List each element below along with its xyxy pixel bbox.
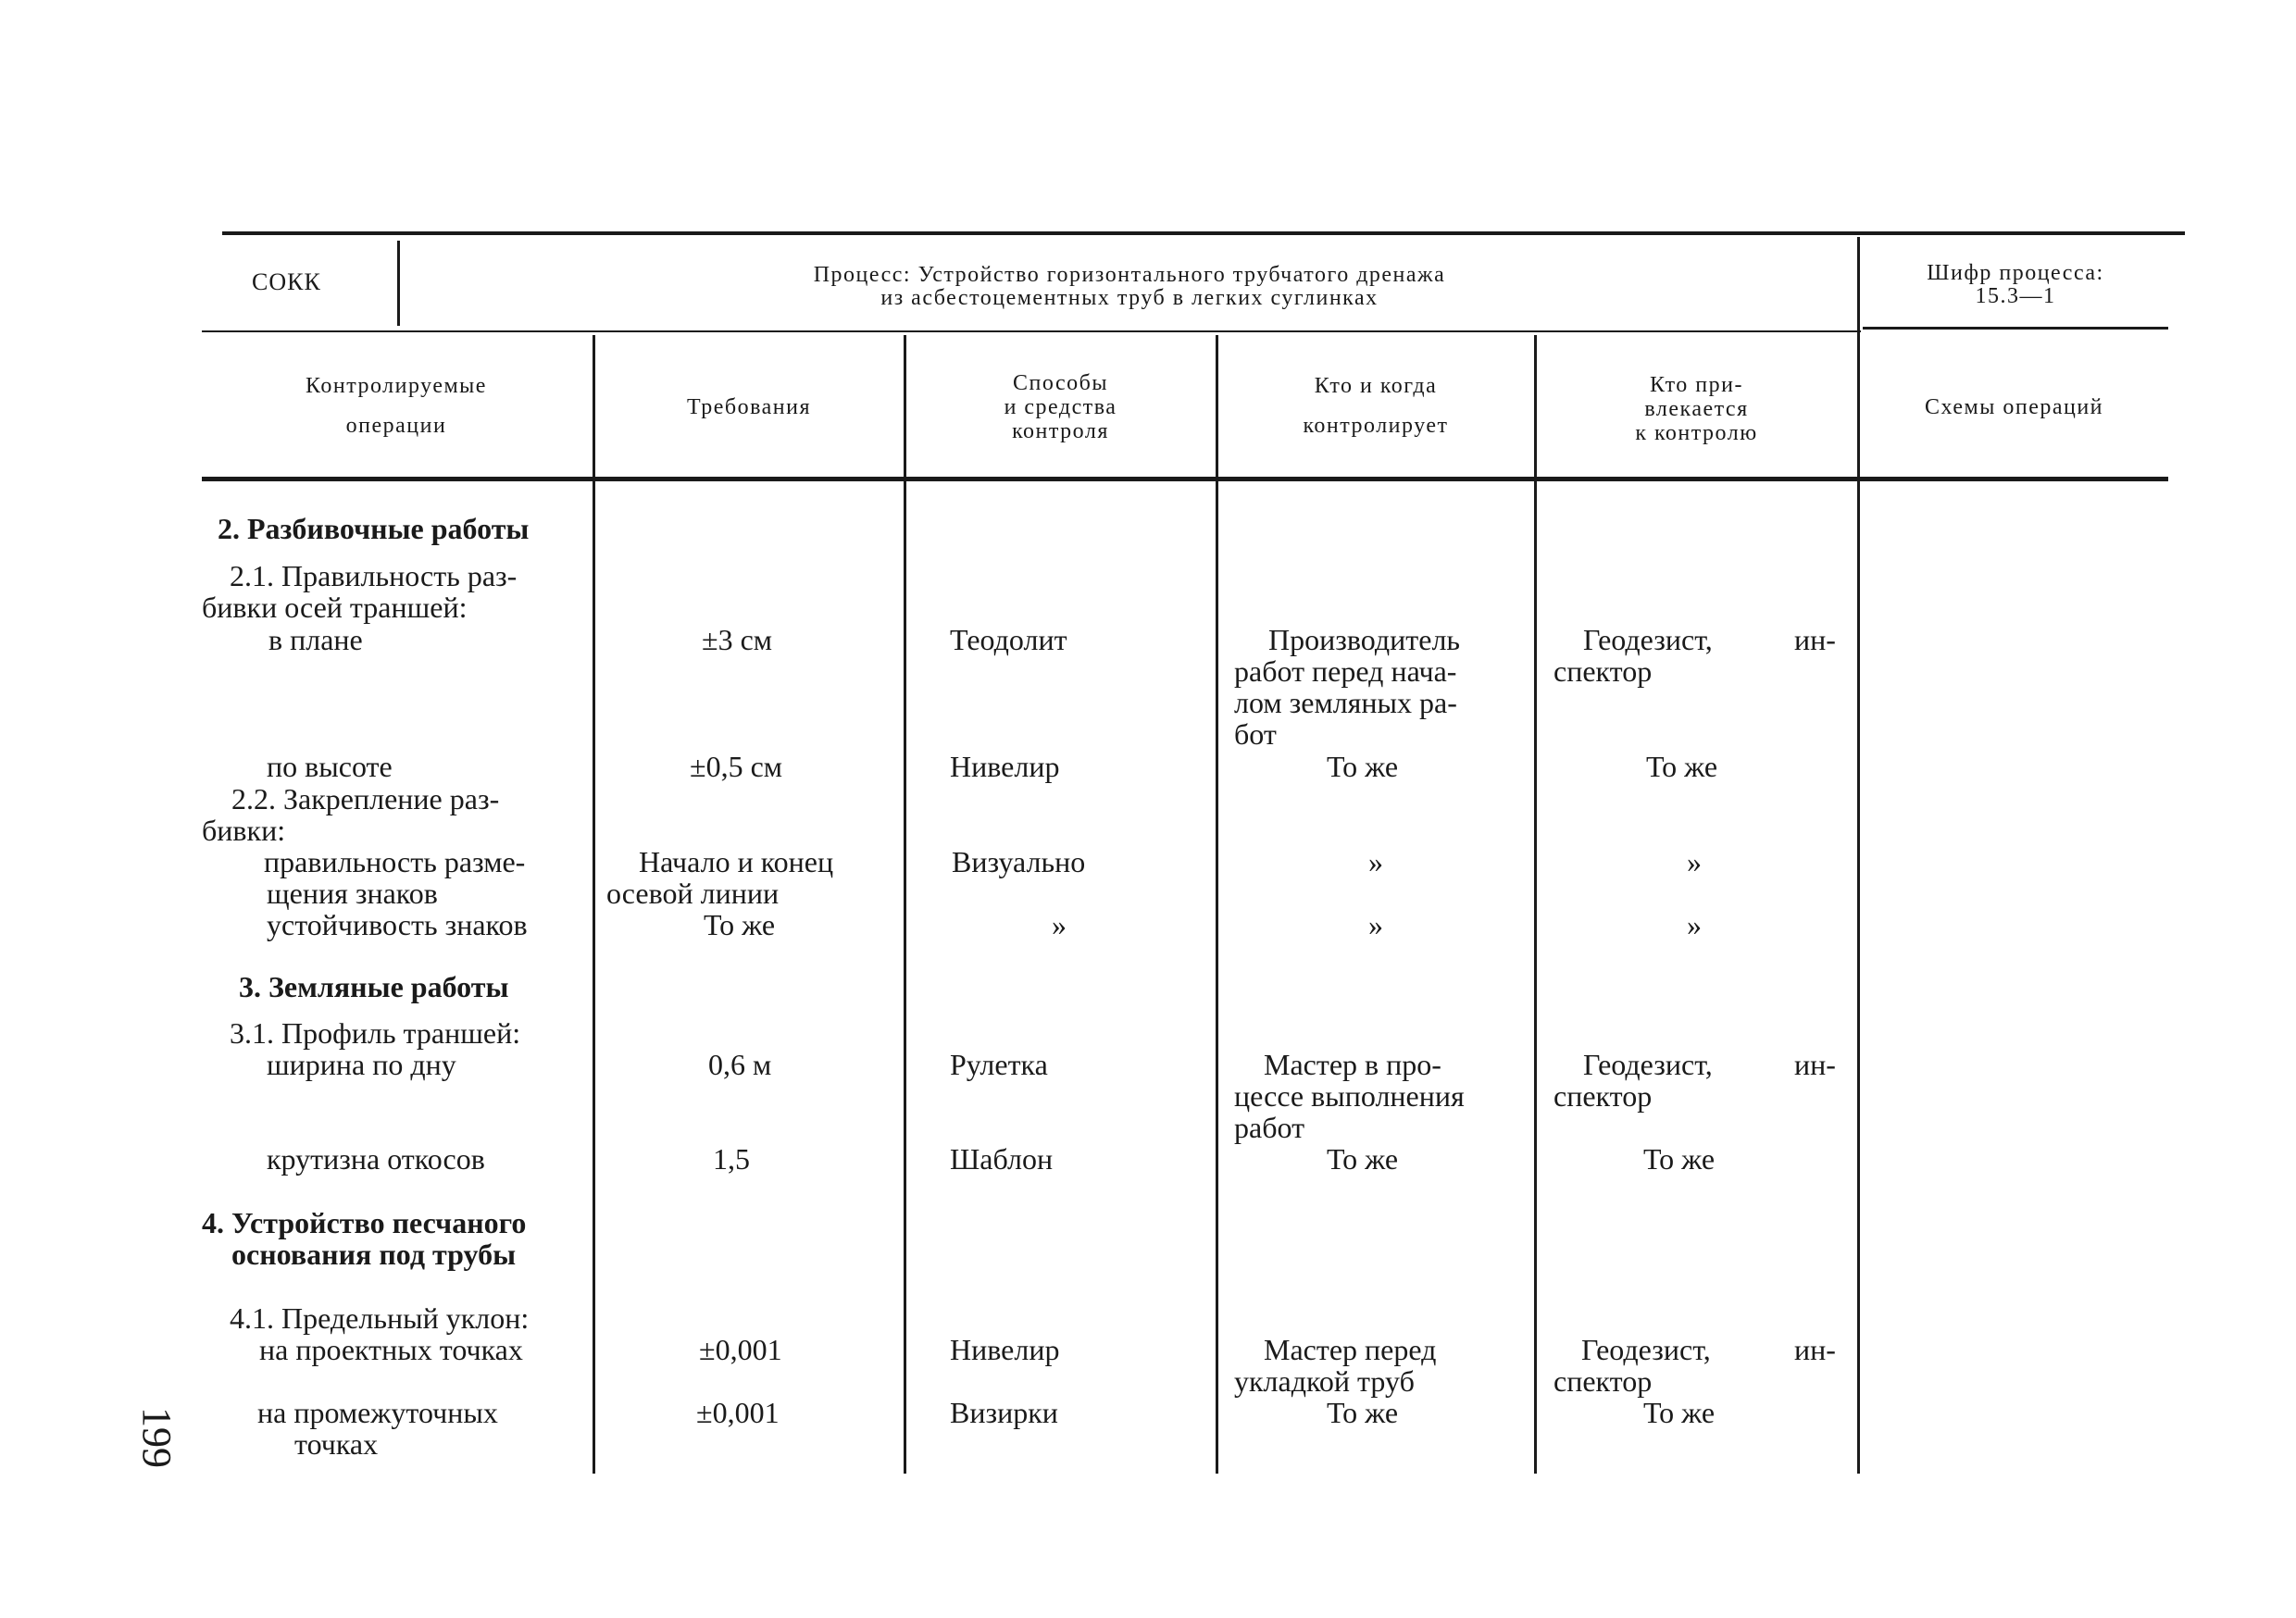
height-who: То же bbox=[1327, 750, 1399, 783]
col-divider-1 bbox=[593, 335, 595, 1474]
item-4-1: 4.1. Предельный уклон: bbox=[230, 1301, 530, 1335]
design-points-means: Нивелир bbox=[950, 1333, 1060, 1366]
plan-involved-line-2: спектор bbox=[1554, 654, 1653, 688]
stability-who: » bbox=[1368, 908, 1383, 941]
col-header-ops-2: операции bbox=[345, 414, 447, 438]
width-requirement: 0,6 м bbox=[708, 1048, 772, 1081]
design-points-involved-line-1a: Геодезист, bbox=[1581, 1333, 1711, 1366]
plan-requirement: ±3 см bbox=[702, 623, 773, 656]
plan-who-line-3: лом земляных ра- bbox=[1234, 686, 1457, 719]
design-points-involved-line-1b: ин- bbox=[1794, 1333, 1836, 1366]
width-operation: ширина по дну bbox=[267, 1048, 456, 1081]
page-number: 199 bbox=[134, 1407, 180, 1468]
top-rule bbox=[222, 231, 2185, 235]
header-divider-rule bbox=[202, 330, 1861, 332]
section-2-heading: 2. Разбивочные работы bbox=[218, 512, 530, 545]
slope-who: То же bbox=[1327, 1142, 1399, 1176]
width-who-line-2: цессе выполнения bbox=[1234, 1079, 1465, 1113]
col-header-who-1: Кто и когда bbox=[1314, 374, 1438, 398]
item-2-1-line-2: бивки осей траншей: bbox=[202, 591, 468, 624]
plan-who-line-1: Производитель bbox=[1268, 623, 1460, 656]
design-points-involved-line-2: спектор bbox=[1554, 1364, 1653, 1398]
placement-operation-line-2: щения знаков bbox=[267, 877, 438, 910]
placement-requirement-line-2: осевой линии bbox=[606, 877, 780, 910]
intermediate-points-operation-line-2: точках bbox=[294, 1427, 379, 1461]
section-4-heading-line-1: 4. Устройство песчаного bbox=[202, 1206, 527, 1239]
placement-operation-line-1: правильность разме- bbox=[264, 845, 526, 878]
section-3-heading: 3. Земляные работы bbox=[239, 970, 509, 1003]
col-header-means-2: и средства bbox=[1004, 395, 1117, 419]
stability-requirement: То же bbox=[704, 908, 776, 941]
item-3-1: 3.1. Профиль траншей: bbox=[230, 1016, 521, 1050]
code-divider bbox=[1857, 237, 1860, 1474]
sokk-label: СОКК bbox=[252, 268, 321, 295]
process-code-label: Шифр процесса: bbox=[1927, 261, 2104, 285]
intermediate-points-means: Визирки bbox=[950, 1396, 1058, 1429]
col-header-who-2: контролирует bbox=[1303, 414, 1449, 438]
section-4-heading-line-2: основания под трубы bbox=[231, 1238, 517, 1271]
col-header-inv-3: к контролю bbox=[1635, 421, 1758, 445]
width-who-line-3: работ bbox=[1234, 1111, 1305, 1144]
col-divider-3 bbox=[1216, 335, 1218, 1474]
slope-requirement: 1,5 bbox=[713, 1142, 750, 1176]
col-header-inv-2: влекается bbox=[1644, 397, 1749, 421]
plan-involved-line-1b: ин- bbox=[1794, 623, 1836, 656]
item-2-1-line-1: 2.1. Правильность раз- bbox=[230, 559, 518, 592]
item-2-2-line-2: бивки: bbox=[202, 814, 286, 847]
width-means: Рулетка bbox=[950, 1048, 1048, 1081]
process-title-line-1: Процесс: Устройство горизонтального трубчатого дренажа bbox=[813, 263, 1446, 287]
plan-who-line-4: бот bbox=[1234, 717, 1277, 751]
intermediate-points-involved: То же bbox=[1643, 1396, 1716, 1429]
stability-operation: устойчивость знаков bbox=[267, 908, 528, 941]
plan-who-line-2: работ перед нача- bbox=[1234, 654, 1457, 688]
process-code-value: 15.3—1 bbox=[1975, 284, 2056, 308]
item-2-2-line-1: 2.2. Закрепление раз- bbox=[231, 782, 500, 815]
intermediate-points-operation-line-1: на промежуточных bbox=[257, 1396, 498, 1429]
code-divider-rule bbox=[1863, 327, 2168, 330]
width-involved-line-1a: Геодезист, bbox=[1583, 1048, 1713, 1081]
process-title-line-2: из асбестоцементных труб в легких суглинках bbox=[880, 286, 1379, 310]
col-header-req: Требования bbox=[686, 395, 811, 419]
col-header-schemes: Схемы операций bbox=[1924, 395, 2104, 419]
placement-means: Визуально bbox=[952, 845, 1086, 878]
height-operation: по высоте bbox=[267, 750, 393, 783]
placement-who: » bbox=[1368, 845, 1383, 878]
plan-involved-line-1a: Геодезист, bbox=[1583, 623, 1713, 656]
sokk-divider bbox=[397, 241, 400, 326]
col-divider-4 bbox=[1534, 335, 1537, 1474]
design-points-operation: на проектных точках bbox=[259, 1333, 523, 1366]
col-header-ops-1: Контролируемые bbox=[306, 374, 487, 398]
col-divider-2 bbox=[904, 335, 906, 1474]
col-header-means-1: Способы bbox=[1013, 371, 1108, 395]
height-involved: То же bbox=[1646, 750, 1718, 783]
design-points-who-line-1: Мастер перед bbox=[1264, 1333, 1437, 1366]
column-header-bottom-rule bbox=[202, 477, 2168, 481]
width-involved-line-2: спектор bbox=[1554, 1079, 1653, 1113]
design-points-who-line-2: укладкой труб bbox=[1234, 1364, 1415, 1398]
slope-means: Шаблон bbox=[950, 1142, 1054, 1176]
intermediate-points-requirement: ±0,001 bbox=[696, 1396, 780, 1429]
intermediate-points-who: То же bbox=[1327, 1396, 1399, 1429]
height-means: Нивелир bbox=[950, 750, 1060, 783]
width-involved-line-1b: ин- bbox=[1794, 1048, 1836, 1081]
col-header-inv-1: Кто при- bbox=[1650, 373, 1743, 397]
placement-involved: » bbox=[1687, 845, 1702, 878]
placement-requirement-line-1: Начало и конец bbox=[639, 845, 834, 878]
plan-operation: в плане bbox=[268, 623, 363, 656]
width-who-line-1: Мастер в про- bbox=[1264, 1048, 1441, 1081]
col-header-means-3: контроля bbox=[1012, 419, 1109, 443]
stability-involved: » bbox=[1687, 908, 1702, 941]
design-points-requirement: ±0,001 bbox=[699, 1333, 782, 1366]
slope-operation: крутизна откосов bbox=[267, 1142, 485, 1176]
plan-means: Теодолит bbox=[950, 623, 1067, 656]
height-requirement: ±0,5 см bbox=[690, 750, 783, 783]
slope-involved: То же bbox=[1643, 1142, 1716, 1176]
stability-means: » bbox=[1052, 908, 1067, 941]
